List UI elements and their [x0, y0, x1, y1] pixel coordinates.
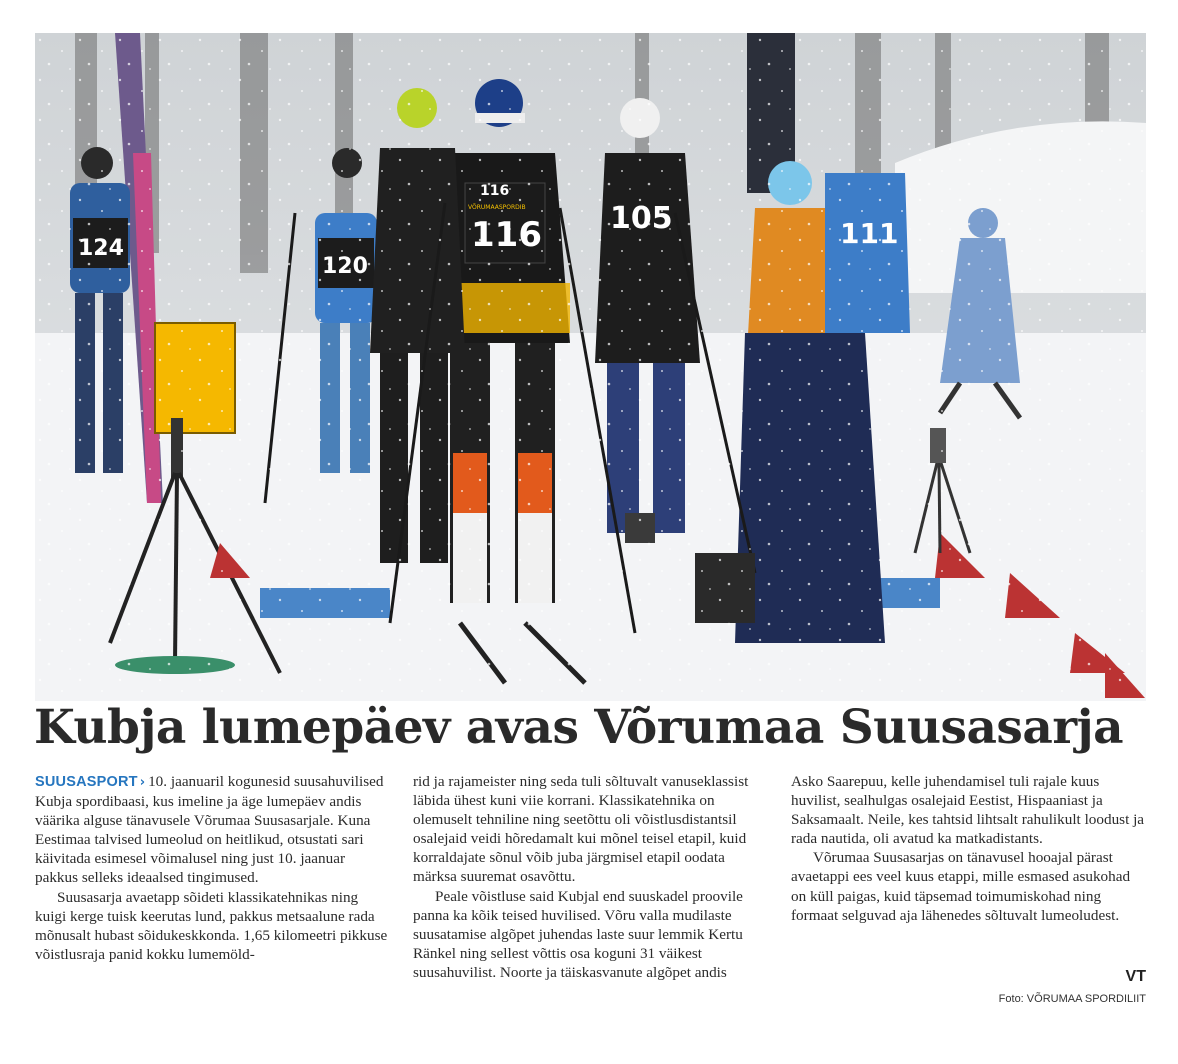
article-paragraph: Suusasarja avaetapp sõideti klassikatehnikas ning kuigi kerge tuisk keerutas lund, pakkus metsaalune rada mõnusalt hubast sõidukeskkonda. 1,65 kilomeetri pikkuse võistlusraja panid kokku lumemöld-	[35, 888, 388, 963]
article-body	[35, 772, 1146, 1012]
article-photo	[35, 33, 1146, 701]
article-paragraph: Asko Saarepuu, kelle juhendamisel tuli rajale kuus huvilist, sealhulgas osalejaid Eestist, Hispaaniast ja Saksamaalt. Neile, kes tahtsid lihtsalt rahulikult loodust ja rada nautida, oli avatud ka matkadistants.	[791, 773, 1145, 848]
article-column-1	[35, 772, 391, 1012]
article-column-2	[413, 772, 769, 1012]
ski-race-start-illustration	[35, 33, 1146, 701]
article-paragraph: rid ja rajameister ning seda tuli sõltuvalt vanuseklassist läbida ühest kuni viie korrani. Klassikatehnika on olemuselt tehniline ning seetõttu oli võistlusdistantsil osalejaid veidi hõredamalt kui mõnel teisel etapil, kuid korraldajate sõnul võib juba järgmisel etapil oodata märksa suuremat osavõttu.	[413, 773, 749, 886]
author-initials: VT	[1125, 968, 1146, 985]
article-paragraph: Võrumaa Suusasarjas on tänavusel hooajal pärast avaetappi ees veel kuus etappi, mille esmased asukohad on küll paigas, kuid täpsemad toimumiskohad ning formaat selguvad aja lähenedes sõltuvalt lumeoludest.	[791, 849, 1131, 924]
article-column-3	[791, 772, 1147, 1012]
section-kicker: SUUSASPORT	[35, 774, 138, 790]
article-paragraph: Peale võistluse said Kubjal end suuskadel proovile panna ka kõik teised huvilised. Võru valla mudilaste suusatamise algõpet juhendas laste suur lemmik Kertu Ränkel ning sellest võttis osa koguni 31 väikest suusahuvilist. Noorte ja täiskasvanute algõpet andis	[413, 887, 743, 981]
photo-credit: Foto: VÕRUMAA SPORDILIIT	[998, 993, 1146, 1005]
chevron-right-icon: ›	[139, 775, 146, 790]
article-paragraph: SUUSASPORT › 10. jaanuaril kogunesid suusahuvilised Kubja spordibaasi, kus imeline ja äge lumepäev andis väärika alguse tänavusele Võrumaa Suusasarjale. Kuna Eestimaa talvised lumeolud on heitlikud, otsustati sari käivitada esimesel võimalusel ning just 10. jaanuar pakkus selleks ideaalsed tingimused.	[35, 773, 384, 887]
article-headline: Kubja lumepäev avas Võrumaa Suusasarja	[34, 700, 1124, 755]
